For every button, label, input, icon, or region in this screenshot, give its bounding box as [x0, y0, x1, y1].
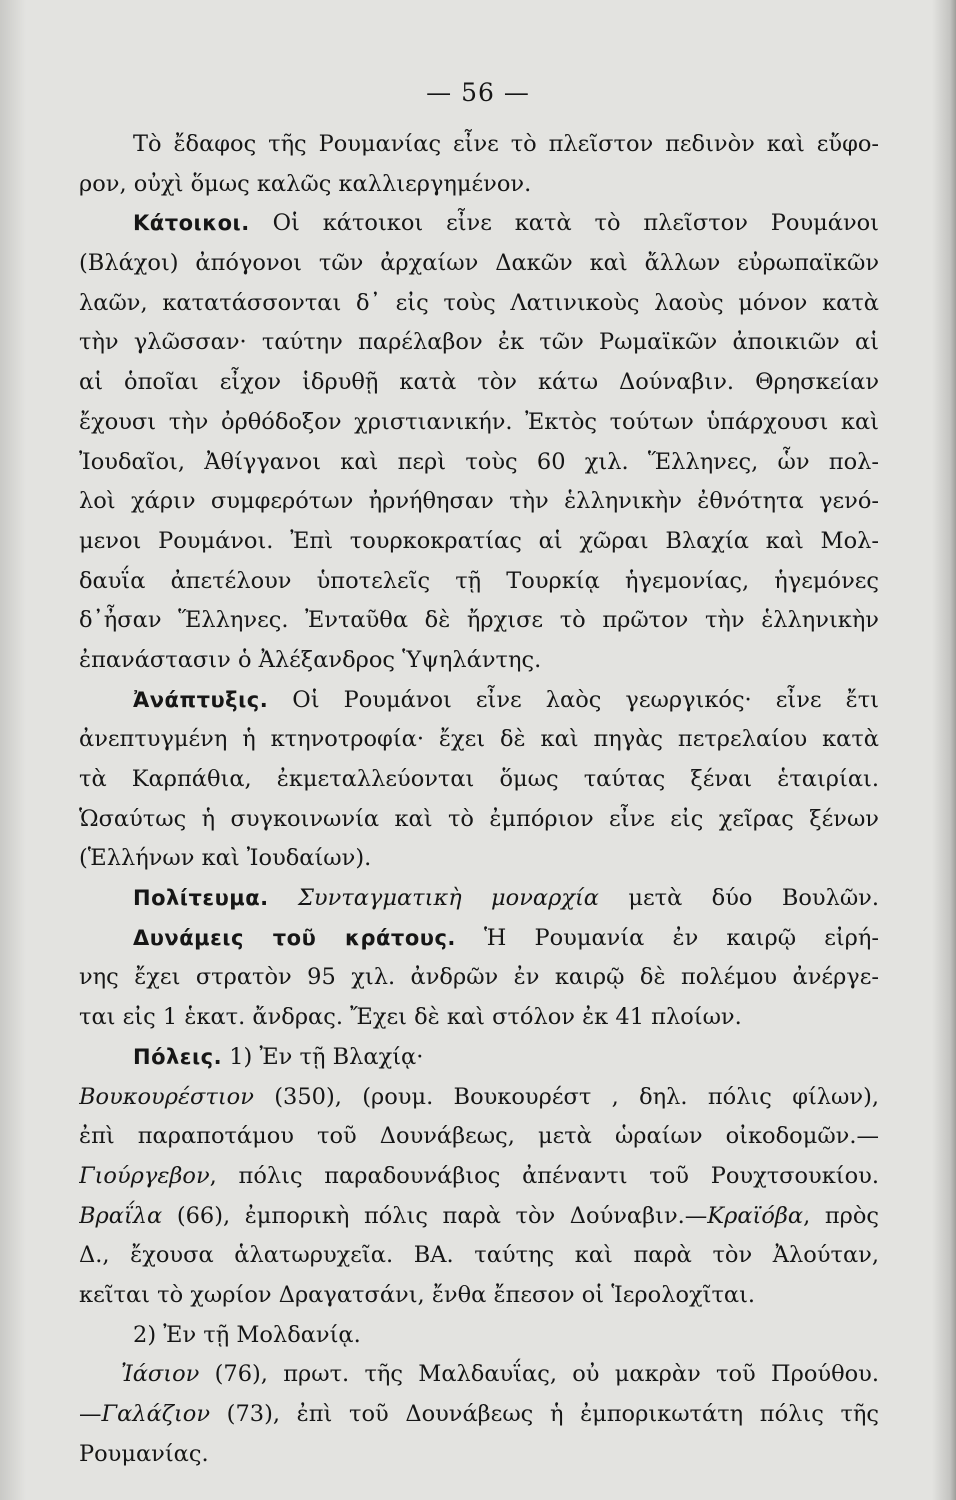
text-line — [79, 1157, 879, 1197]
text-line — [79, 601, 879, 641]
text-run: (Βλάχοι) ἀπόγονοι τῶν ἀρχαίων Δακῶν καὶ ἄλλων εὐρωπαϊκῶν — [79, 250, 879, 277]
text-run: νης ἔχει στρατὸν 95 χιλ. ἀνδρῶν ἐν καιρῷ δὲ πολέμου ἀνέργε- — [79, 964, 879, 991]
text-line — [79, 1197, 879, 1237]
text-run: Ἰουδαῖοι, Ἀθίγγανοι καὶ περὶ τοὺς 60 χιλ. Ἕλληνες, ὧν πολ- — [79, 448, 879, 475]
text-line — [79, 958, 879, 998]
text-run: Ρουμανίας. — [79, 1440, 209, 1467]
text-line — [79, 482, 879, 522]
text-line — [79, 1316, 879, 1356]
text-line — [79, 800, 879, 840]
text-run: Οἱ Ρουμάνοι εἶνε λαὸς γεωργικός· εἶνε ἔτι — [268, 686, 879, 713]
text-line — [79, 919, 879, 959]
text-run: ἐπὶ παραποτάμου τοῦ Δουνάβεως, μετὰ ὡραίων οἰκοδομῶν.— — [79, 1123, 879, 1150]
italic-term: Γαλάζιον — [101, 1401, 211, 1427]
text-run: Οἱ κάτοικοι εἶνε κατὰ τὸ πλεῖστον Ρουμάνοι — [249, 210, 879, 237]
text-line — [79, 1236, 879, 1276]
text-line — [79, 125, 879, 165]
text-run: (76), πρωτ. τῆς Μαλδαυΐας, οὐ μακρὰν τοῦ Προύθου. — [199, 1361, 879, 1388]
section-heading: Δυνάμεις τοῦ κράτους. — [133, 925, 456, 950]
text-run — [269, 885, 298, 911]
page-number: — 56 — — [426, 78, 530, 107]
text-run: αἱ ὁποῖαι εἶχον ἱδρυθῇ κατὰ τὸν κάτω Δούναβιν. Θρησκείαν — [79, 369, 879, 396]
text-run: Ἡ Ρουμανία ἐν καιρῷ εἰρή- — [455, 924, 879, 951]
text-line — [79, 1395, 879, 1435]
text-line — [79, 165, 879, 205]
text-run: ἀνεπτυγμένη ἡ κτηνοτροφία· ἔχει δὲ καὶ πηγὰς πετρελαίου κατὰ — [79, 726, 879, 753]
text-line — [79, 1355, 879, 1395]
text-line — [79, 641, 879, 681]
text-run: τὰ Καρπάθια, ἐκμεταλλεύονται ὅμως ταύτας ξέναι ἑταιρίαι. — [79, 766, 879, 792]
text-run: Δ., ἔχουσα ἁλατωρυχεῖα. ΒΑ. ταύτης καὶ παρὰ τὸν Ἀλούταν, — [79, 1242, 879, 1269]
text-run: , πρὸς — [803, 1202, 879, 1229]
text-line — [79, 998, 879, 1038]
text-run: (66), ἐμπορικὴ πόλις παρὰ τὸν Δούναβιν.— — [162, 1202, 708, 1229]
text-line — [79, 1117, 879, 1157]
text-run: τὴν γλῶσσαν· ταύτην παρέλαβον ἐκ τῶν Ρωμαϊκῶν ἀποικιῶν αἱ — [79, 329, 879, 356]
text-run: κεῖται τὸ χωρίον Δραγατσάνι, ἔνθα ἔπεσον οἱ Ἱερολοχῖται. — [79, 1281, 756, 1308]
text-run: λοὶ χάριν συμφερότων ἠρνήθησαν τὴν ἑλληνικὴν ἐθνότητα γενό- — [79, 488, 879, 515]
text-line — [79, 284, 879, 324]
text-line — [79, 363, 879, 403]
section-heading: Πόλεις. — [133, 1044, 223, 1069]
text-run: ρον, οὐχὶ ὅμως καλῶς καλλιεργημένον. — [79, 170, 532, 197]
text-line — [79, 522, 879, 562]
text-run: ἐπανάστασιν ὁ Ἀλέξανδρος Ὑψηλάντης. — [79, 646, 542, 673]
italic-term: Κραϊόβα — [707, 1202, 804, 1229]
text-body — [79, 125, 879, 1474]
text-run: λαῶν, κατατάσσονται δ᾽ εἰς τοὺς Λατινικοὺς λαοὺς μόνον κατὰ — [79, 289, 879, 316]
italic-term: Ἰάσιον — [121, 1361, 200, 1388]
text-run: μετὰ δύο Βουλῶν. — [598, 885, 879, 912]
text-line — [79, 839, 879, 879]
text-run: μενοι Ρουμάνοι. Ἐπὶ τουρκοκρατίας αἱ χῶραι Βλαχία καὶ Μολ- — [79, 527, 879, 554]
text-run: ἔχουσι τὴν ὀρθόδοξον χριστιανικήν. Ἐκτὸς τούτων ὑπάρχουσι καὶ — [79, 408, 879, 435]
text-run: , πόλις παραδουνάβιος ἀπέναντι τοῦ Ρουχτσουκίου. — [209, 1162, 879, 1189]
text-line — [79, 1276, 879, 1316]
italic-term: Γιούργεβον — [79, 1162, 210, 1189]
text-run: 2) Ἐν τῇ Μολδανίᾳ. — [133, 1321, 361, 1348]
section-heading: Ἀνάπτυξις. — [133, 687, 269, 712]
italic-term: Βραΐλα — [79, 1202, 163, 1229]
text-line — [79, 760, 879, 800]
text-line — [79, 681, 879, 721]
italic-term: Συνταγματικὴ μοναρχία — [298, 885, 599, 912]
italic-term: Βουκουρέστιον — [79, 1083, 254, 1110]
text-run: 1) Ἐν τῇ Βλαχίᾳ· — [222, 1043, 424, 1070]
text-run: (350), (ρουμ. Βουκουρέστ , δηλ. πόλις φίλων), — [253, 1083, 879, 1110]
text-line — [79, 244, 879, 284]
section-heading: Πολίτευμα. — [133, 886, 269, 911]
section-heading: Κάτοικοι. — [133, 211, 250, 236]
text-line — [79, 323, 879, 363]
text-line — [79, 204, 879, 244]
text-line — [79, 443, 879, 483]
text-line — [79, 720, 879, 760]
text-line — [79, 562, 879, 602]
text-run: Τὸ ἔδαφος τῆς Ρουμανίας εἶνε τὸ πλεῖστον πεδινὸν καὶ εὔφο- — [133, 131, 879, 157]
text-line — [79, 403, 879, 443]
text-run: — — [79, 1401, 102, 1427]
text-run: Ὡσαύτως ἡ συγκοινωνία καὶ τὸ ἐμπόριον εἶνε εἰς χεῖρας ξένων — [79, 805, 879, 832]
text-line — [79, 1038, 879, 1078]
text-line — [79, 1078, 879, 1118]
text-line — [79, 879, 879, 919]
text-line — [79, 1435, 879, 1475]
text-run: ται εἰς 1 ἑκατ. ἄνδρας. Ἔχει δὲ καὶ στόλον ἐκ 41 πλοίων. — [79, 1004, 742, 1031]
text-run: (Ἑλλήνων καὶ Ἰουδαίων). — [79, 845, 372, 872]
text-run: δ᾽ἦσαν Ἕλληνες. Ἐνταῦθα δὲ ἤρχισε τὸ πρῶτον τὴν ἑλληνικὴν — [79, 607, 879, 634]
text-run: δαυΐα ἀπετέλουν ὑποτελεῖς τῇ Τουρκίᾳ ἡγεμονίας, ἡγεμόνες — [79, 567, 879, 594]
text-run: (73), ἐπὶ τοῦ Δουνάβεως ἡ ἐμπορικωτάτη πόλις τῆς — [210, 1401, 879, 1427]
